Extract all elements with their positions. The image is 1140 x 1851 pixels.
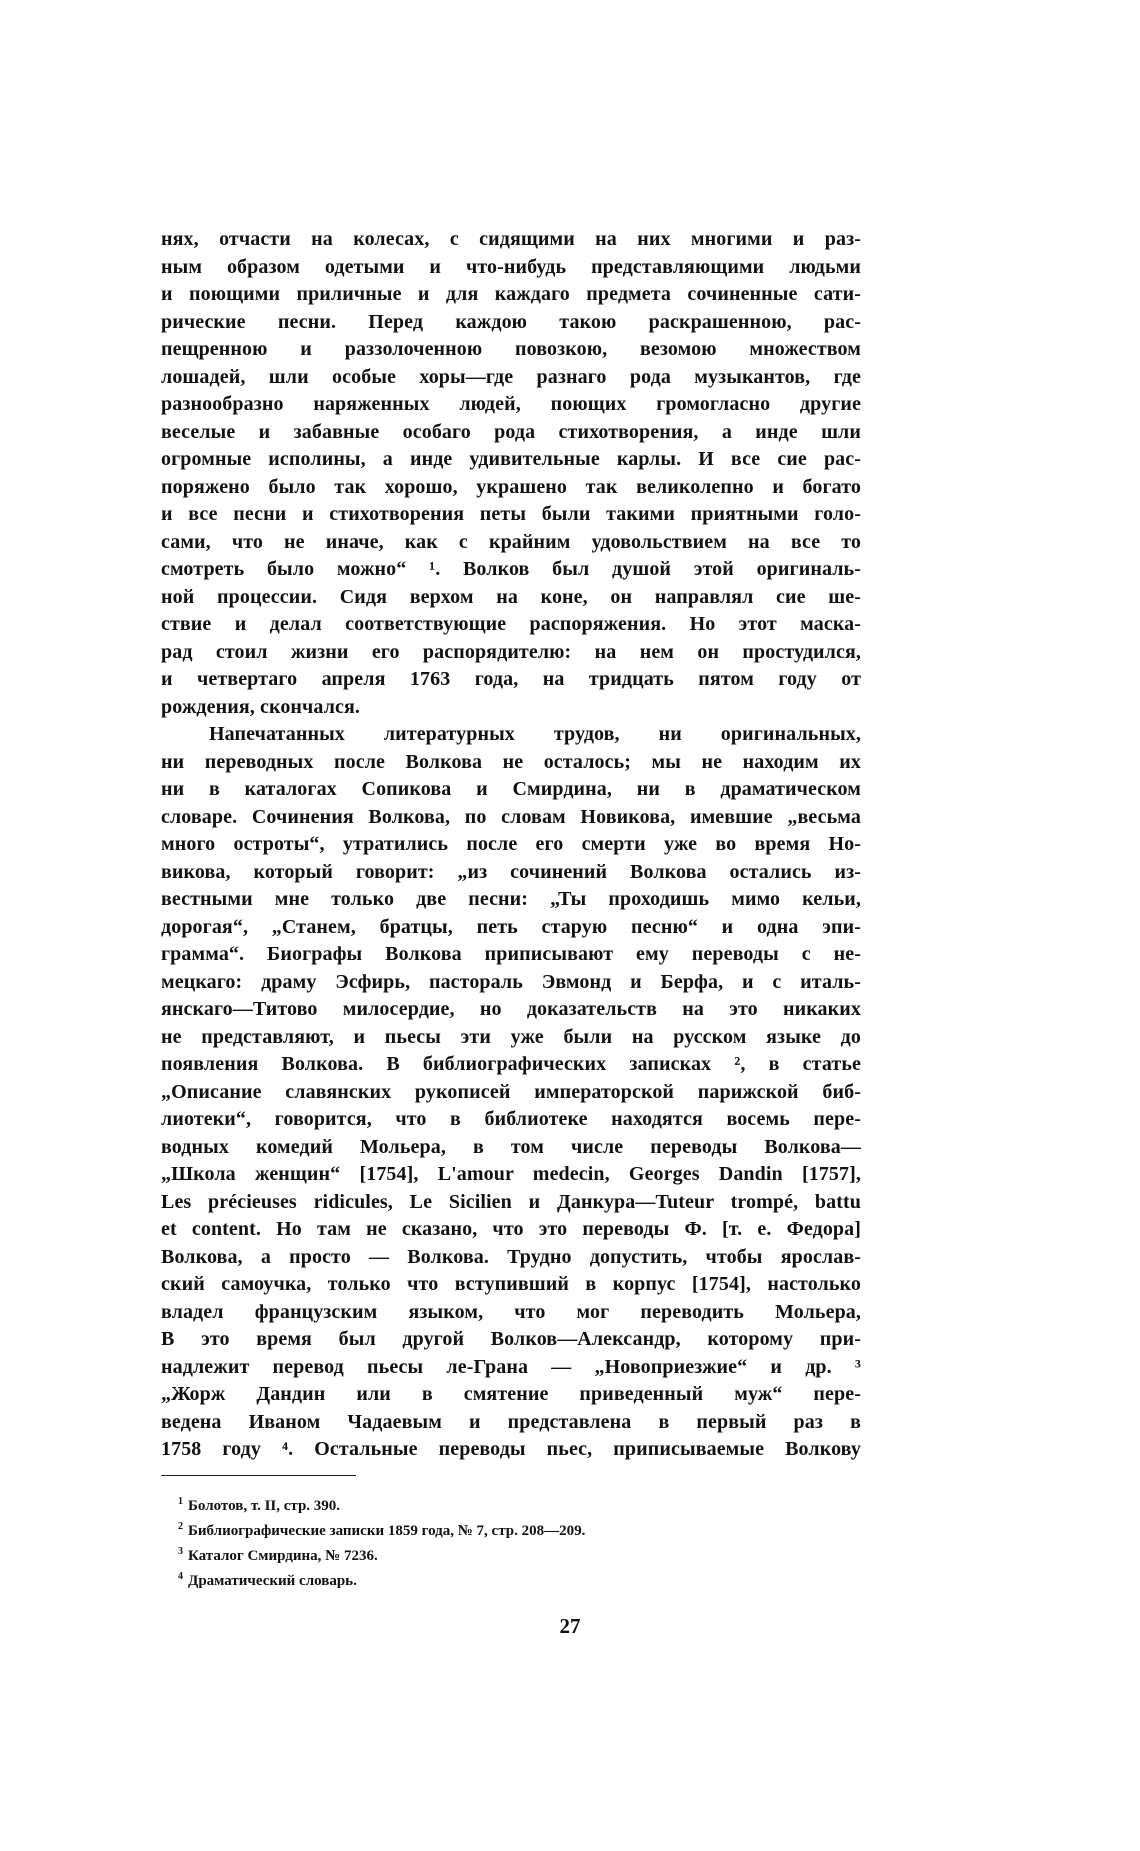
text-line: веселые и забавные особаго рода стихотворения, а инде шли bbox=[161, 420, 861, 443]
text-line: ствие и делал соответствующие распоряжения. Но этот маска- bbox=[161, 613, 861, 635]
text-line: et content. Но там не сказано, что это переводы Ф. [т. е. Федора] bbox=[161, 1218, 861, 1240]
text-line: ский самоучка, только что вступивший в корпус [1754], настолько bbox=[161, 1273, 861, 1295]
text-line: и поющими приличные и для каждаго предмета сочиненные сати- bbox=[161, 283, 861, 305]
paragraph-1 bbox=[161, 226, 861, 721]
text-line: В это время был другой Волков—Александр, которому при- bbox=[161, 1328, 861, 1350]
text-line: ной процессии. Сидя верхом на коне, он направлял сие ше- bbox=[161, 585, 861, 608]
text-line: много остроты“, утратились после его смерти уже во время Но- bbox=[161, 833, 861, 855]
paragraph-2 bbox=[161, 721, 861, 1464]
text-line: и четвертаго апреля 1763 года, на тридцать пятом году от bbox=[161, 668, 861, 690]
footnote bbox=[178, 1489, 778, 1514]
text-line: Les précieuses ridicules, Le Sicilien и Данкура—Tuteur trompé, battu bbox=[161, 1190, 861, 1213]
text-line: лиотеки“, говорится, что в библиотеке находятся восемь пере- bbox=[161, 1108, 861, 1130]
text-line: нях, отчасти на колесах, с сидящими на них многими и раз- bbox=[161, 228, 861, 250]
footnote bbox=[178, 1564, 778, 1589]
text-line: ведена Иваном Чадаевым и представлена в первый раз в bbox=[161, 1410, 861, 1433]
footnote bbox=[178, 1539, 778, 1564]
text-line: словаре. Сочинения Волкова, по словам Новикова, имевшие „весьма bbox=[161, 805, 861, 828]
page-number: 27 bbox=[559, 1614, 581, 1638]
text-line: мецкаго: драму Эсфирь, пастораль Эвмонд и Берфа, и с италь- bbox=[161, 970, 861, 993]
text-line: не представляют, и пьесы эти уже были на русском языке до bbox=[161, 1025, 861, 1048]
text-line: ным образом одетыми и что-нибудь представляющими людьми bbox=[161, 255, 861, 278]
footnote-text: Болотов, т. II, стр. 390. bbox=[188, 1498, 341, 1514]
text-line: смотреть было можно“ ¹. Волков был душой этой оригиналь- bbox=[161, 558, 861, 580]
text-line: ни в каталогах Сопикова и Смирдина, ни в драматическом bbox=[161, 778, 861, 800]
text-line: рические песни. Перед каждою такою раскрашенною, рас- bbox=[161, 310, 861, 333]
text-line: дорогая“, „Станем, братцы, петь старую песню“ и одна эпи- bbox=[161, 915, 861, 938]
text-line: Волкова, а просто — Волкова. Трудно допустить, чтобы ярослав- bbox=[161, 1245, 861, 1268]
footnote-divider bbox=[161, 1475, 356, 1476]
text-line: водных комедий Мольера, в том числе переводы Волкова— bbox=[161, 1135, 861, 1158]
text-line: рождения, скончался. bbox=[161, 695, 361, 718]
text-line: сами, что не иначе, как с крайним удовольствием на все то bbox=[161, 530, 861, 553]
text-line: 1758 году ⁴. Остальные переводы пьес, приписываемые Волкову bbox=[161, 1438, 861, 1460]
text-line: „Школа женщин“ [1754], L'amour medecin, Georges Dandin [1757], bbox=[161, 1163, 861, 1185]
text-line: вестными мне только две песни: „Ты проходишь мимо кельи, bbox=[161, 888, 861, 910]
text-line: рад стоил жизни его распорядителю: на нем он простудился, bbox=[161, 640, 861, 663]
text-line: владел французским языком, что мог переводить Мольера, bbox=[161, 1300, 861, 1323]
text-line: грамма“. Биографы Волкова приписывают ему переводы с не- bbox=[161, 943, 861, 965]
footnote-number: 1 bbox=[178, 1496, 183, 1507]
footnote bbox=[178, 1514, 778, 1539]
text-line: поряжено было так хорошо, украшено так великолепно и богато bbox=[161, 475, 861, 498]
text-line: ни переводных после Волкова не осталось; мы не находим их bbox=[161, 750, 861, 773]
text-line: „Описание славянских рукописей императорской парижской биб- bbox=[161, 1080, 861, 1103]
text-line: разнообразно наряженных людей, поющих громогласно другие bbox=[161, 393, 861, 415]
footnote-number: 2 bbox=[178, 1521, 183, 1532]
text-line: янскаго—Титово милосердие, но доказательств на это никаких bbox=[161, 998, 861, 1020]
text-line: викова, который говорит: „из сочинений Волкова остались из- bbox=[161, 860, 861, 883]
text-line: огромные исполины, а инде удивительные карлы. И все сие рас- bbox=[161, 448, 861, 470]
footnote-text: Драматический словарь. bbox=[188, 1573, 357, 1589]
text-line: лошадей, шли особые хоры—где разнаго рода музыкантов, где bbox=[161, 365, 861, 388]
body-text bbox=[161, 226, 861, 1464]
text-line: надлежит перевод пьесы ле-Грана — „Новоприезжие“ и др. ³ bbox=[161, 1355, 861, 1378]
footnote-number: 3 bbox=[178, 1546, 183, 1557]
footnote-text: Библиографические записки 1859 года, № 7, стр. 208—209. bbox=[188, 1523, 586, 1539]
footnotes bbox=[178, 1489, 778, 1589]
text-line: „Жорж Дандин или в смятение приведенный муж“ пере- bbox=[161, 1383, 861, 1405]
footnote-number: 4 bbox=[178, 1571, 183, 1582]
text-line: пещренною и раззолоченною повозкою, везомою множеством bbox=[161, 338, 861, 360]
text-line: и все песни и стихотворения петы были такими приятными голо- bbox=[161, 503, 861, 525]
footnote-text: Каталог Смирдина, № 7236. bbox=[188, 1548, 378, 1564]
text-line: Напечатанных литературных трудов, ни оригинальных, bbox=[209, 723, 861, 745]
text-line: появления Волкова. В библиографических записках ², в статье bbox=[161, 1053, 861, 1075]
